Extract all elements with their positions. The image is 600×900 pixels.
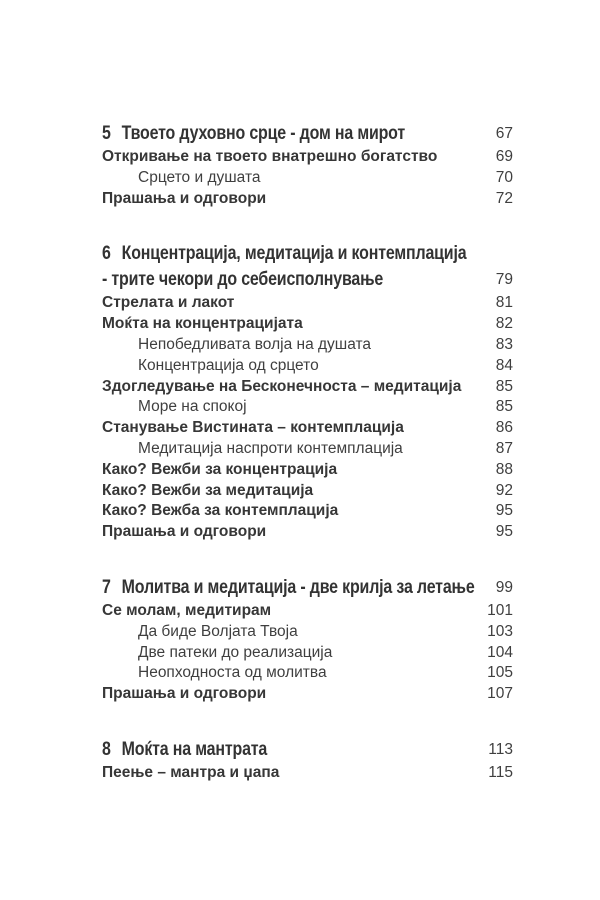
entry-page-number: 115 <box>488 763 513 781</box>
chapter-number: 8 <box>102 738 111 760</box>
entry-page-number: 104 <box>487 643 513 661</box>
toc-section <box>102 241 513 543</box>
toc-entry-row <box>102 663 513 684</box>
entry-title: Пеење – мантра и џапа <box>102 763 280 781</box>
entry-title: Стрелата и лакот <box>102 294 235 312</box>
chapter-number: 5 <box>102 123 111 144</box>
entry-page-number: 84 <box>495 356 513 374</box>
chapter-heading <box>102 575 513 601</box>
toc-entry-row <box>102 622 513 643</box>
toc-entry-row <box>102 763 513 784</box>
entry-page-number: 86 <box>495 419 513 437</box>
entry-title: Моќта на концентрацијата <box>102 315 303 333</box>
entry-title: Прашања и одговори <box>102 685 267 703</box>
entry-page-number: 81 <box>495 294 513 312</box>
entry-page-number: 72 <box>495 189 513 207</box>
toc-entry-row <box>102 601 513 622</box>
table-of-contents <box>102 121 513 816</box>
entry-page-number: 82 <box>495 315 513 333</box>
chapter-page-number: 113 <box>488 740 513 758</box>
toc-section <box>102 737 513 784</box>
chapter-title-text: Молитва и медитација - две крилја за летање <box>121 576 475 598</box>
toc-entry-row <box>102 481 513 502</box>
entry-page-number: 107 <box>487 685 513 703</box>
toc-entry-row <box>102 314 513 335</box>
chapter-title <box>102 241 513 293</box>
entry-page-number: 87 <box>495 439 513 457</box>
toc-entry-row <box>102 439 513 460</box>
toc-entry-row <box>102 418 513 439</box>
entry-page-number: 101 <box>487 601 513 619</box>
chapter-heading <box>102 121 513 147</box>
chapter-heading <box>102 737 513 763</box>
chapter-page-number: 99 <box>495 578 513 596</box>
toc-entry-row <box>102 460 513 481</box>
toc-entry-row <box>102 335 513 356</box>
chapter-title-text: Концентрација, медитација и контемплација <box>121 243 467 265</box>
toc-entry-row <box>102 522 513 543</box>
entry-title: Како? Вежба за контемплација <box>102 502 339 520</box>
toc-entry-row <box>102 501 513 522</box>
toc-entry-row <box>102 147 513 168</box>
chapter-page-number: 67 <box>495 125 513 142</box>
entry-title: Две патеки до реализација <box>138 643 333 661</box>
entry-title: Концентрација од срцето <box>138 356 319 374</box>
chapter-title-line <box>102 737 447 763</box>
entry-title: Неопходноста од молитва <box>138 664 327 682</box>
entry-page-number: 105 <box>487 664 513 682</box>
chapter-page-number: 79 <box>495 271 513 289</box>
entry-title: Прашања и одговори <box>102 189 267 207</box>
entry-title: Прашања и одговори <box>102 523 267 541</box>
toc-entry-row <box>102 377 513 398</box>
chapter-number: 6 <box>102 243 111 265</box>
toc-section <box>102 575 513 705</box>
entry-title: Откривање на твоето внатрешно богатство <box>102 148 438 165</box>
entry-page-number: 95 <box>495 523 513 541</box>
entry-title: Како? Вежби за медитација <box>102 481 314 499</box>
entry-title: Срцето и душата <box>138 168 261 186</box>
chapter-title-line <box>102 241 467 267</box>
toc-entry-row <box>102 397 513 418</box>
chapter-heading <box>102 241 513 293</box>
entry-title: Медитација наспроти контемплација <box>138 439 403 457</box>
entry-page-number: 95 <box>495 502 513 520</box>
chapter-number: 7 <box>102 576 111 598</box>
chapter-title-line <box>102 121 447 147</box>
entry-page-number: 69 <box>495 148 513 165</box>
toc-entry-row <box>102 684 513 705</box>
toc-entry-row <box>102 293 513 314</box>
entry-page-number: 88 <box>495 460 513 478</box>
entry-title: Непобедливата волја на душата <box>138 335 372 353</box>
chapter-title-line: - трите чекори до себеисполнување <box>102 269 384 291</box>
entry-title: Море на спокој <box>138 398 247 416</box>
entry-title: Здогледување на Бесконечноста – медитација <box>102 377 462 395</box>
entry-page-number: 85 <box>495 377 513 395</box>
chapter-title-line <box>102 575 475 601</box>
entry-page-number: 85 <box>495 398 513 416</box>
toc-entry-row <box>102 643 513 664</box>
entry-page-number: 70 <box>495 168 513 186</box>
chapter-title-text: Моќта на мантрата <box>121 738 268 760</box>
entry-title: Да биде Волјата Твоја <box>138 622 298 640</box>
entry-title: Се молам, медитирам <box>102 601 272 619</box>
entry-page-number: 92 <box>495 481 513 499</box>
chapter-title <box>102 121 513 147</box>
entry-page-number: 83 <box>495 335 513 353</box>
entry-title: Како? Вежби за концентрација <box>102 460 338 478</box>
toc-section <box>102 121 513 209</box>
chapter-title-text: Твоето духовно срце - дом на мирот <box>121 123 406 144</box>
entry-title: Станување Вистината – контемплација <box>102 419 404 437</box>
chapter-title <box>102 737 513 763</box>
toc-entry-row <box>102 356 513 377</box>
toc-entry-row <box>102 189 513 210</box>
entry-page-number: 103 <box>487 622 513 640</box>
chapter-title <box>102 575 513 601</box>
toc-entry-row <box>102 168 513 189</box>
